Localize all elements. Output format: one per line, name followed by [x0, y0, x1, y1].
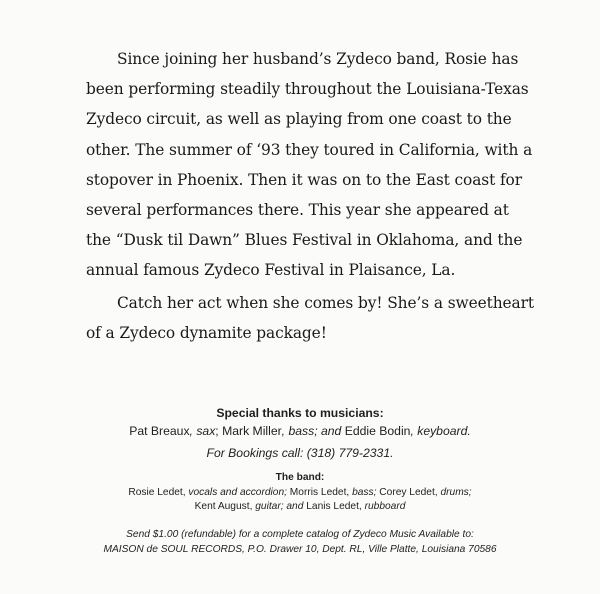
separator: , — [281, 424, 289, 438]
catalog-offer: Send $1.00 (refundable) for a complete catalog of Zydeco Music Available to: — [126, 529, 474, 540]
separator: . — [467, 424, 471, 438]
separator: , — [410, 424, 418, 438]
band-heading: The band: — [275, 472, 325, 483]
separator: , — [189, 424, 197, 438]
musician-name: Mark Miller — [222, 424, 282, 438]
separator: , — [182, 487, 189, 498]
band-members-line-1 — [0, 487, 600, 498]
separator: , — [346, 487, 353, 498]
member-name: Corey Ledet — [379, 487, 435, 498]
thanks-heading: Special thanks to musicians: — [216, 406, 384, 420]
thanks-musicians-line — [0, 424, 600, 438]
musician-role: sax — [196, 424, 216, 438]
member-name: Lanis Ledet — [306, 501, 359, 512]
musician-name: Pat Breaux — [129, 424, 190, 438]
story-paragraph-2: Catch her act when she comes by! She’s a sweetheart of a Zydeco dynamite package! — [86, 293, 534, 342]
story-text — [86, 44, 538, 348]
separator: ; and — [280, 501, 307, 512]
separator: , — [434, 487, 441, 498]
member-role: vocals and accordion — [188, 487, 285, 498]
band-members-line-2 — [0, 501, 600, 512]
member-name: Kent August — [194, 501, 250, 512]
separator: , — [249, 501, 256, 512]
separator: ; — [468, 487, 472, 498]
musician-role: keyboard — [417, 424, 468, 438]
bookings-phone: For Bookings call: (318) 779-2331. — [206, 446, 394, 460]
separator: , — [358, 501, 365, 512]
story-paragraph-1: Since joining her husband’s Zydeco band, Rosie has been performing steadily throughout the Louisiana-Texas Zydeco circuit, as well as playing from one coast to the other. The summer of ‘93 they toured in California, with a stopover in Phoenix. Then it was on to the East coast for several performances there. This year she appeared at the “Dusk til Dawn” Blues Festival in Oklahoma, and the annual famous Zydeco Festival in Plaisance, La. — [86, 50, 533, 280]
member-role: guitar — [255, 501, 281, 512]
musician-role: bass — [288, 424, 315, 438]
separator: ; — [284, 487, 290, 498]
member-role: rubboard — [364, 501, 406, 512]
member-role: drums — [440, 487, 469, 498]
member-role: bass — [352, 487, 374, 498]
musician-name: Eddie Bodin — [344, 424, 411, 438]
separator: ; — [373, 487, 380, 498]
separator: ; — [215, 424, 223, 438]
label-address: MAISON de SOUL RECORDS, P.O. Drawer 10, Dept. RL, Ville Platte, Louisiana 70586 — [103, 544, 497, 555]
separator: ; and — [314, 424, 345, 438]
member-name: Morris Ledet — [289, 487, 347, 498]
member-name: Rosie Ledet — [128, 487, 183, 498]
